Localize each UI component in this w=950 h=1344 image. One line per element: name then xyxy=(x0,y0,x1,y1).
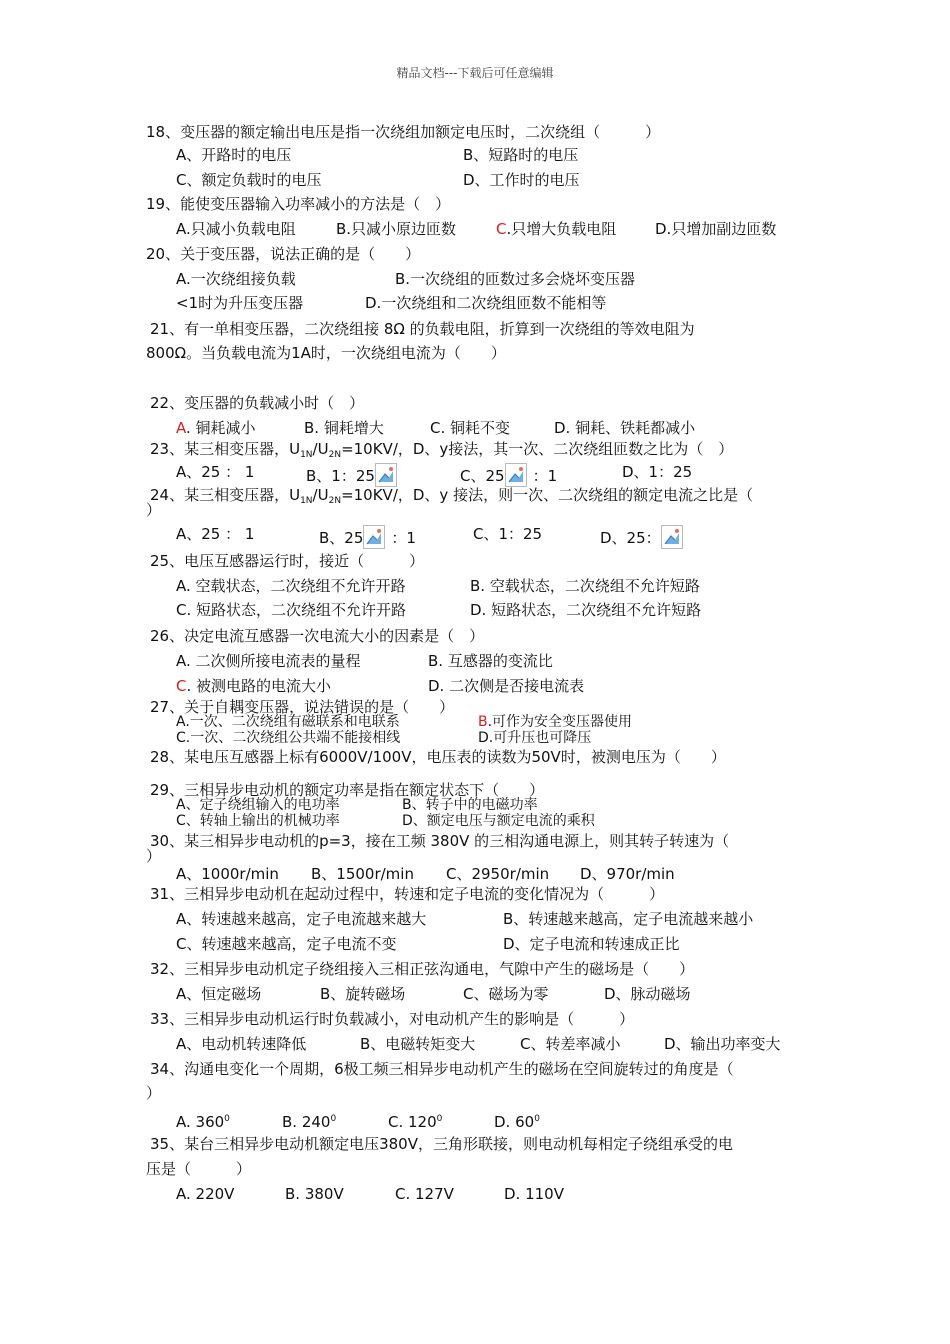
degree-superscript: 0 xyxy=(330,1114,337,1124)
degree-superscript: 0 xyxy=(436,1114,443,1124)
subscript-2n: 2N xyxy=(328,496,342,506)
question-32-stem: 32、三相异步电动机定子绕组接入三相正弦沟通电，气隙中产生的磁场是（ ） xyxy=(150,960,695,978)
question-29-stem: 29、三相异步电动机的额定功率是指在额定状态下（ ） xyxy=(150,781,545,799)
question-34-option-d xyxy=(494,1110,540,1131)
answer-mark-c: C xyxy=(496,220,507,238)
question-35-option-d: D. 110V xyxy=(504,1185,564,1203)
question-19-option-a: A.只减小负载电阻 xyxy=(176,220,296,238)
question-29-option-c: C、转轴上输出的机械功率 xyxy=(176,813,340,829)
question-20-option-a: A.一次绕组接负载 xyxy=(176,270,296,288)
question-34-option-c xyxy=(388,1110,442,1131)
question-33-option-b: B、电磁转矩变大 xyxy=(360,1035,476,1053)
answer-mark-c: C xyxy=(176,677,187,695)
option-text: . 被测电路的电流大小 xyxy=(186,677,332,695)
question-19-option-c xyxy=(496,220,616,238)
option-text: C、25 xyxy=(460,467,505,485)
answer-mark-a: A xyxy=(176,419,186,437)
question-18-option-b: B、短路时的电压 xyxy=(463,146,579,164)
question-30-close: ） xyxy=(146,847,162,865)
question-27-stem: 27、关于自耦变压器，说法错误的是（ ） xyxy=(150,698,455,716)
question-26-option-a: A. 二次侧所接电流表的量程 xyxy=(176,652,361,670)
question-18-option-c: C、额定负载时的电压 xyxy=(176,171,322,189)
question-18-option-d: D、工作时的电压 xyxy=(463,171,580,189)
missing-image-icon xyxy=(505,463,527,487)
question-33-option-d: D、输出功率变大 xyxy=(664,1035,781,1053)
question-20-stem: 20、关于变压器，说法正确的是（ ） xyxy=(146,245,421,263)
option-text: B、1：25 xyxy=(306,467,375,485)
missing-image-icon xyxy=(375,463,397,487)
question-27-option-b xyxy=(478,715,632,730)
answer-mark-b: B xyxy=(478,714,488,730)
question-32-option-c: C、磁场为零 xyxy=(463,985,549,1003)
option-text: .可作为安全变压器使用 xyxy=(487,714,633,730)
option-text: D、25： xyxy=(600,529,661,547)
option-text: B. 240 xyxy=(282,1113,331,1131)
question-22-option-d: D. 铜耗、铁耗都减小 xyxy=(554,419,696,437)
question-34-option-b xyxy=(282,1110,336,1131)
question-25-option-d: D. 短路状态，二次绕组不允许短路 xyxy=(470,601,702,619)
question-18-option-a: A、开路时的电压 xyxy=(176,146,292,164)
question-29-option-d: D、额定电压与额定电流的乘积 xyxy=(402,813,595,829)
question-24-close: ） xyxy=(146,501,162,519)
page-header: 精品文档---下载后可任意编辑 xyxy=(396,66,554,80)
option-text: .只增大负载电阻 xyxy=(506,220,617,238)
question-31-option-a: A、转速越来越高，定子电流越来越大 xyxy=(176,910,427,928)
degree-superscript: 0 xyxy=(534,1114,540,1124)
question-26-option-b: B. 互感器的变流比 xyxy=(428,652,553,670)
question-22-option-a xyxy=(176,419,256,437)
question-27-option-c: C.一次、二次绕组公共端不能接相线 xyxy=(176,730,401,746)
question-24-option-a: A、25 ： 1 xyxy=(176,525,255,543)
question-23-option-c xyxy=(460,463,557,487)
question-33-option-c: C、转差率减小 xyxy=(520,1035,621,1053)
question-25-option-b: B. 空载状态，二次绕组不允许短路 xyxy=(470,577,700,595)
question-23-option-d: D、1：25 xyxy=(622,463,693,481)
option-text: D. 60 xyxy=(494,1113,535,1131)
question-31-option-c: C、转速越来越高，定子电流不变 xyxy=(176,935,397,953)
question-24-option-b xyxy=(319,525,416,549)
question-18-stem: 18、变压器的额定输出电压是指一次绕组加额定电压时，二次绕组（ ） xyxy=(146,123,661,141)
question-34-close: ） xyxy=(146,1084,162,1102)
stem-text: /U xyxy=(312,486,329,504)
subscript-1n: 1N xyxy=(300,496,313,506)
question-19-option-d: D.只增加副边匝数 xyxy=(655,220,777,238)
question-35-option-b: B. 380V xyxy=(285,1185,344,1203)
question-23-option-b xyxy=(306,463,397,487)
question-25-option-c: C. 短路状态，二次绕组不允许开路 xyxy=(176,601,407,619)
option-text: C. 120 xyxy=(388,1113,437,1131)
question-35-option-a: A. 220V xyxy=(176,1185,235,1203)
question-30-stem: 30、某三相异步电动机的p=3，接在工频 380V 的三相沟通电源上，则其转子转速为（ xyxy=(150,832,730,850)
missing-image-icon xyxy=(363,525,385,549)
question-20-option-b: B.一次绕组的匝数过多会烧坏变压器 xyxy=(395,270,636,288)
question-25-stem: 25、电压互感器运行时，接近（ ） xyxy=(150,552,425,570)
stem-text: =10KV/，D、y 接法，则一次、二次绕组的额定电流之比是（ xyxy=(341,486,754,504)
degree-superscript: 0 xyxy=(224,1114,230,1124)
missing-image-icon xyxy=(661,525,683,549)
question-30-option-d: D、970r/min xyxy=(580,865,675,883)
question-32-option-b: B、旋转磁场 xyxy=(320,985,406,1003)
option-text: ：1 xyxy=(391,529,416,547)
question-31-option-d: D、定子电流和转速成正比 xyxy=(503,935,680,953)
stem-text: 24、某三相变压器，U xyxy=(150,486,301,504)
question-21-line-1: 21、有一单相变压器，二次绕组接 8Ω 的负载电阻，折算到一次绕组的等效电阻为 xyxy=(150,320,695,338)
option-text: . 铜耗减小 xyxy=(186,419,256,437)
question-32-option-d: D、脉动磁场 xyxy=(604,985,691,1003)
question-30-option-a: A、1000r/min xyxy=(176,865,279,883)
question-26-stem: 26、决定电流互感器一次电流大小的因素是（ ） xyxy=(150,627,485,645)
question-30-option-c: C、2950r/min xyxy=(446,865,550,883)
question-25-option-a: A. 空载状态，二次绕组不允许开路 xyxy=(176,577,406,595)
stem-text: 23、某三相变压器，U xyxy=(150,440,301,458)
question-28-stem: 28、某电压互感器上标有6000V/100V，电压表的读数为50V时，被测电压为（ ） xyxy=(150,748,726,766)
stem-text: =10KV/，D、y接法，其一次、二次绕组匝数之比为（ ） xyxy=(341,440,734,458)
question-34-stem: 34、沟通电变化一个周期，6极工频三相异步电动机产生的磁场在空间旋转过的角度是（ xyxy=(150,1060,734,1078)
question-35-option-c: C. 127V xyxy=(395,1185,454,1203)
question-27-option-a: A.一次、二次绕组有磁联系和电联系 xyxy=(176,714,400,730)
question-20-option-c: <1时为升压变压器 xyxy=(176,294,304,312)
question-31-option-b: B、转速越来越高，定子电流越来越小 xyxy=(503,910,754,928)
question-24-option-c: C、1：25 xyxy=(473,525,543,543)
subscript-2n: 2N xyxy=(328,450,342,460)
question-22-stem: 22、变压器的负载减小时（ ） xyxy=(150,394,365,412)
question-26-option-c xyxy=(176,677,331,695)
option-text: ：1 xyxy=(532,467,558,485)
question-29-option-b: B、转子中的电磁功率 xyxy=(402,797,538,813)
question-22-option-c: C. 铜耗不变 xyxy=(430,419,511,437)
question-20-option-d: D.一次绕组和二次绕组匝数不能相等 xyxy=(365,294,607,312)
question-27-option-d: D.可升压也可降压 xyxy=(478,730,592,746)
question-23-option-a: A、25 ： 1 xyxy=(176,463,255,481)
question-35-line-1: 35、某台三相异步电动机额定电压380V，三角形联接，则电动机每相定子绕组承受的电 xyxy=(150,1135,733,1153)
question-21-line-2: 800Ω。当负载电流为1A时，一次绕组电流为（ ） xyxy=(146,344,506,362)
question-34-option-a xyxy=(176,1110,230,1131)
subscript-1n: 1N xyxy=(300,450,313,460)
question-29-option-a: A、定子绕组输入的电功率 xyxy=(176,797,340,813)
question-33-option-a: A、电动机转速降低 xyxy=(176,1035,307,1053)
question-33-stem: 33、三相异步电动机运行时负载减小，对电动机产生的影响是（ ） xyxy=(150,1010,635,1028)
option-text: B、25 xyxy=(319,529,364,547)
question-31-stem: 31、三相异步电动机在起动过程中，转速和定子电流的变化情况为（ ） xyxy=(150,885,665,903)
question-19-stem: 19、能使变压器输入功率减小的方法是（ ） xyxy=(146,195,451,213)
question-24-stem xyxy=(150,486,753,510)
option-text: A. 360 xyxy=(176,1113,225,1131)
question-23-stem xyxy=(150,440,733,464)
question-30-option-b: B、1500r/min xyxy=(311,865,414,883)
question-19-option-b: B.只减小原边匝数 xyxy=(336,220,457,238)
question-26-option-d: D. 二次侧是否接电流表 xyxy=(428,677,585,695)
question-22-option-b: B. 铜耗增大 xyxy=(304,419,384,437)
question-35-line-2: 压是（ ） xyxy=(146,1160,252,1178)
question-24-option-d xyxy=(600,525,683,549)
stem-text: /U xyxy=(312,440,329,458)
question-32-option-a: A、恒定磁场 xyxy=(176,985,262,1003)
